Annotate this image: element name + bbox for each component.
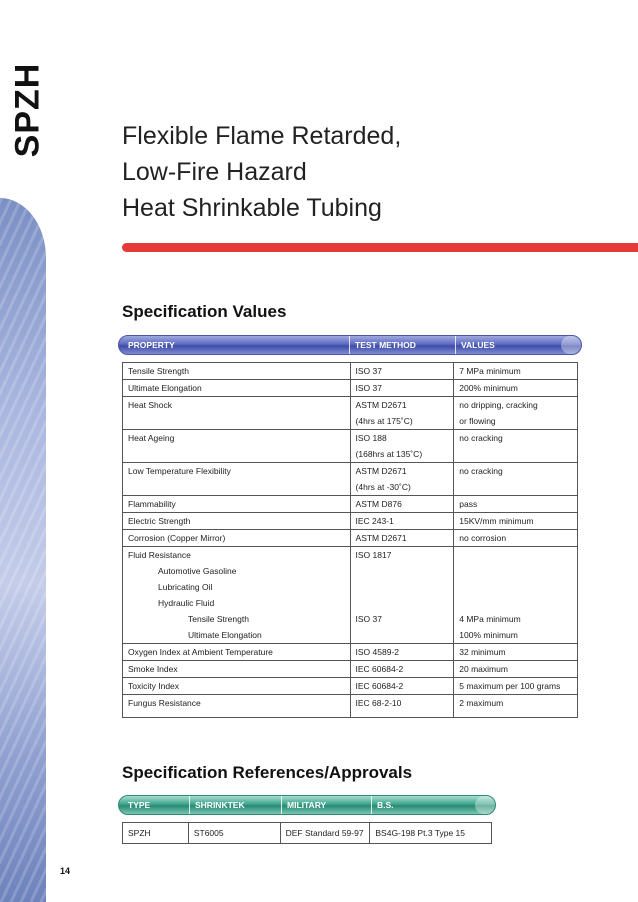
cell-property: Ultimate Elongation	[123, 380, 351, 397]
cell-value: pass	[454, 496, 578, 513]
spec-values-table	[122, 362, 578, 718]
spec-references-header-bar	[118, 795, 496, 815]
fluid-tensile-label: Tensile Strength	[188, 614, 249, 624]
cell-property: Corrosion (Copper Mirror)	[123, 530, 351, 547]
product-code-text: SPZH	[8, 62, 47, 158]
cell-property: Fungus Resistance	[123, 695, 351, 718]
table-row	[123, 363, 578, 380]
cell-method: IEC 243-1	[350, 513, 454, 530]
product-code-vertical	[6, 60, 50, 160]
cell-shrinktek: ST6005	[188, 823, 280, 844]
cell-value: 15KV/mm minimum	[454, 513, 578, 530]
cell-method	[350, 547, 454, 644]
cell-method	[350, 397, 454, 430]
table-row	[123, 397, 578, 430]
fluid-elongation-label: Ultimate Elongation	[188, 630, 262, 640]
cell-value: no cracking	[454, 463, 578, 496]
value-line-2: or flowing	[459, 416, 496, 426]
fluid-tensile-value: 4 MPa minimum	[459, 614, 521, 624]
fluid-lubricating-oil: Lubricating Oil	[158, 582, 213, 592]
title-line-1: Flexible Flame Retarded,	[122, 122, 402, 150]
fluid-method: ISO 1817	[355, 550, 392, 560]
fluid-resistance-label: Fluid Resistance	[128, 550, 191, 560]
cell-value: 200% minimum	[454, 380, 578, 397]
cell-military: DEF Standard 59-97	[280, 823, 370, 844]
method-condition: (4hrs at 175˚C)	[355, 416, 413, 426]
cell-property: Toxicity Index	[123, 678, 351, 695]
cell-value	[454, 547, 578, 644]
cell-property	[123, 547, 351, 644]
cell-value: 5 maximum per 100 grams	[454, 678, 578, 695]
cell-method: ISO 4589-2	[350, 644, 454, 661]
cell-property: Electric Strength	[123, 513, 351, 530]
cell-value: 2 maximum	[454, 695, 578, 718]
table-row	[123, 661, 578, 678]
column-header-bs: B.S.	[371, 796, 475, 814]
column-header-type: TYPE	[128, 800, 151, 810]
cell-method: ISO 37	[350, 380, 454, 397]
spec-values-heading: Specification Values	[122, 302, 287, 321]
method-line: ASTM D2671	[355, 466, 407, 476]
red-accent-bar	[122, 243, 638, 252]
fluid-resistance-row	[123, 547, 578, 644]
column-header-property: PROPERTY	[128, 340, 175, 350]
fluid-hydraulic: Hydraulic Fluid	[158, 598, 215, 608]
cell-method	[350, 463, 454, 496]
spec-references-table	[122, 822, 492, 844]
cell-value: no corrosion	[454, 530, 578, 547]
cell-property: Flammability	[123, 496, 351, 513]
table-row	[123, 496, 578, 513]
title-line-2: Low-Fire Hazard	[122, 158, 307, 186]
table-row	[123, 380, 578, 397]
fluid-tensile-method: ISO 37	[355, 614, 382, 624]
cell-value: 20 maximum	[454, 661, 578, 678]
title-line-3: Heat Shrinkable Tubing	[122, 194, 382, 222]
cell-method: IEC 60684-2	[350, 661, 454, 678]
table-row	[123, 530, 578, 547]
header-bar-cap	[475, 796, 495, 814]
cell-property: Smoke Index	[123, 661, 351, 678]
column-header-values: VALUES	[455, 336, 561, 354]
method-line: ISO 188	[355, 433, 387, 443]
column-header-test-method: TEST METHOD	[349, 336, 455, 354]
cell-method: ASTM D876	[350, 496, 454, 513]
cell-value: no cracking	[454, 430, 578, 463]
cell-type: SPZH	[123, 823, 189, 844]
cell-property: Heat Ageing	[123, 430, 351, 463]
method-condition: (4hrs at -30˚C)	[355, 482, 411, 492]
table-row	[123, 823, 492, 844]
spec-references-heading: Specification References/Approvals	[122, 763, 413, 782]
cell-property: Tensile Strength	[123, 363, 351, 380]
fluid-elongation-value: 100% minimum	[459, 630, 518, 640]
cell-value: 32 minimum	[454, 644, 578, 661]
table-row	[123, 678, 578, 695]
cell-property: Low Temperature Flexibility	[123, 463, 351, 496]
cell-property: Heat Shock	[123, 397, 351, 430]
table-row	[123, 430, 578, 463]
cell-method: IEC 68-2-10	[350, 695, 454, 718]
header-bar-cap	[561, 336, 581, 354]
cell-property: Oxygen Index at Ambient Temperature	[123, 644, 351, 661]
table-row	[123, 695, 578, 718]
cell-method: ISO 37	[350, 363, 454, 380]
method-condition: (168hrs at 135˚C)	[355, 449, 423, 459]
value-line: no dripping, cracking	[459, 400, 538, 410]
column-header-shrinktek: SHRINKTEK	[189, 796, 281, 814]
cell-method: ASTM D2671	[350, 530, 454, 547]
cell-value: 7 MPa minimum	[454, 363, 578, 380]
cell-value	[454, 397, 578, 430]
table-row	[123, 463, 578, 496]
column-header-military: MILITARY	[281, 796, 371, 814]
page-number: 14	[60, 866, 71, 876]
cell-method	[350, 430, 454, 463]
spec-values-header-bar	[118, 335, 582, 355]
side-decoration-band	[0, 198, 46, 902]
cell-method: IEC 60684-2	[350, 678, 454, 695]
cell-bs: BS4G-198 Pt.3 Type 15	[370, 823, 492, 844]
fluid-gasoline: Automotive Gasoline	[158, 566, 237, 576]
table-row	[123, 644, 578, 661]
table-row	[123, 513, 578, 530]
method-line: ASTM D2671	[355, 400, 407, 410]
document-title	[122, 118, 401, 226]
